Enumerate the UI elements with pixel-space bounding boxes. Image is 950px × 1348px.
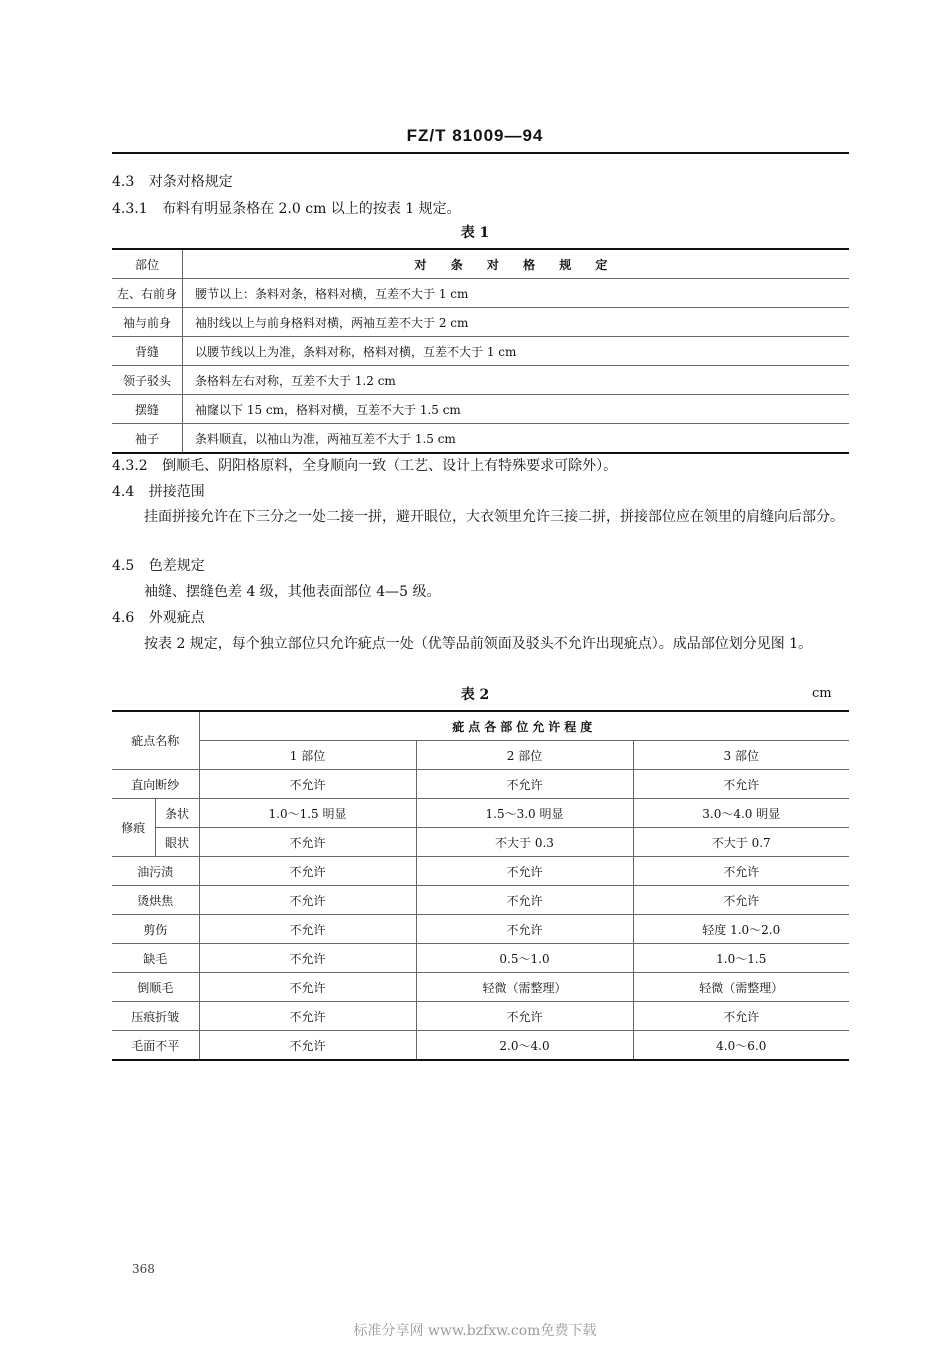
table-cell: 不允许 — [199, 944, 416, 973]
table-cell: 不允许 — [633, 857, 849, 886]
table-row — [112, 395, 849, 424]
section-number: 4.3.1 — [112, 201, 148, 217]
table-cell: 1.0～1.5 明显 — [199, 799, 416, 828]
table-row — [112, 886, 849, 915]
table-row — [112, 915, 849, 944]
table1-alignment-rules — [112, 248, 849, 454]
table-cell: 不允许 — [199, 770, 416, 799]
table-row — [112, 857, 849, 886]
table2-col-2: 2 部位 — [416, 741, 633, 770]
table-cell: 不允许 — [199, 973, 416, 1002]
table-cell: 轻微（需整理） — [633, 973, 849, 1002]
table-cell: 不允许 — [633, 770, 849, 799]
table-cell: 不允许 — [199, 828, 416, 857]
section-number: 4.6 — [112, 610, 135, 626]
table-cell: 不允许 — [199, 857, 416, 886]
table-row — [112, 424, 849, 454]
table-cell: 轻度 1.0～2.0 — [633, 915, 849, 944]
table-cell: 不允许 — [199, 915, 416, 944]
defect-subname: 条状 — [155, 799, 199, 828]
section-4-4-heading — [112, 482, 205, 502]
page-number: 368 — [132, 1262, 155, 1276]
table-cell: 2.0～4.0 — [416, 1031, 633, 1061]
table2-subheader-row — [112, 741, 849, 770]
table-row — [112, 944, 849, 973]
section-4-6-heading — [112, 608, 205, 628]
table1-part: 背缝 — [112, 337, 183, 366]
table1-part: 袖与前身 — [112, 308, 183, 337]
defect-name: 直向断纱 — [112, 770, 199, 799]
section-title: 对条对格规定 — [148, 174, 233, 190]
section-number: 4.3.2 — [112, 458, 148, 474]
section-4-6-body: 按表 2 规定，每个独立部位只允许疵点一处（优等品前领面及驳头不允许出现疵点）。成品部位划分见图 1。 — [144, 636, 813, 652]
header-rule — [112, 152, 849, 154]
table-cell: 不允许 — [633, 1002, 849, 1031]
table-row — [112, 770, 849, 799]
table-cell: 不允许 — [199, 886, 416, 915]
section-text: 布料有明显条格在 2.0 cm 以上的按表 1 规定。 — [162, 201, 461, 217]
table-cell: 不大于 0.3 — [416, 828, 633, 857]
table-cell: 不允许 — [416, 770, 633, 799]
table1-rule: 条格料左右对称，互差不大于 1.2 cm — [183, 366, 850, 395]
table1-part: 袖子 — [112, 424, 183, 454]
table-cell: 轻微（需整理） — [416, 973, 633, 1002]
table-cell: 4.0～6.0 — [633, 1031, 849, 1061]
section-4-5-body: 袖缝、摆缝色差 4 级，其他表面部位 4—5 级。 — [144, 584, 441, 600]
table1-header-row — [112, 249, 849, 279]
table1-rule: 条料顺直，以袖山为准，两袖互差不大于 1.5 cm — [183, 424, 850, 454]
table-cell: 不允许 — [199, 1002, 416, 1031]
defect-name: 油污渍 — [112, 857, 199, 886]
table-row — [112, 828, 849, 857]
table-cell: 0.5～1.0 — [416, 944, 633, 973]
defect-name: 剪伤 — [112, 915, 199, 944]
table1-header-part: 部位 — [112, 249, 183, 279]
table1-rule: 袖肘线以上与前身格料对横，两袖互差不大于 2 cm — [183, 308, 850, 337]
section-4-4-body: 挂面拼接允许在下三分之一处二接一拼，避开眼位，大衣领里允许三接二拼，拼接部位应在领里的肩缝向后部分。 — [144, 509, 844, 525]
table1-rule: 袖窿以下 15 cm，格料对横，互差不大于 1.5 cm — [183, 395, 850, 424]
table-row — [112, 337, 849, 366]
table-cell: 1.0～1.5 — [633, 944, 849, 973]
table-cell: 不允许 — [416, 1002, 633, 1031]
table2-col-3: 3 部位 — [633, 741, 849, 770]
table1-part: 摆缝 — [112, 395, 183, 424]
table1-header-rule: 对 条 对 格 规 定 — [183, 249, 850, 279]
defect-subname: 眼状 — [155, 828, 199, 857]
defect-name: 毛面不平 — [112, 1031, 199, 1061]
defect-name: 倒顺毛 — [112, 973, 199, 1002]
watermark-text: 标准分享网 www.bzfxw.com免费下载 — [353, 1323, 597, 1339]
table1-caption: 表 1 — [460, 225, 490, 241]
section-4-5-heading — [112, 556, 205, 576]
section-4-3-2 — [112, 456, 617, 476]
table2-caption: 表 2 — [460, 687, 490, 703]
table-cell: 不允许 — [416, 915, 633, 944]
section-number: 4.5 — [112, 558, 135, 574]
table2-header-row — [112, 711, 849, 741]
table-row — [112, 799, 849, 828]
table1-rule: 以腰节线以上为准，条料对称，格料对横，互差不大于 1 cm — [183, 337, 850, 366]
table1-part: 领子驳头 — [112, 366, 183, 395]
table-cell: 不允许 — [633, 886, 849, 915]
table-row — [112, 1031, 849, 1061]
section-number: 4.4 — [112, 484, 135, 500]
section-text: 倒顺毛、阴阳格原料，全身顺向一致（工艺、设计上有特殊要求可除外）。 — [162, 458, 618, 474]
section-title: 色差规定 — [148, 558, 205, 574]
table-cell: 3.0～4.0 明显 — [633, 799, 849, 828]
table2-header-name: 疵点名称 — [112, 711, 199, 770]
section-number: 4.3 — [112, 174, 135, 190]
table2-header-span: 疵点各部位允许程度 — [199, 711, 849, 741]
defect-name: 修痕 — [112, 799, 155, 857]
table2-unit: cm — [812, 686, 832, 701]
table-row — [112, 366, 849, 395]
table2-defect-tolerance — [112, 710, 849, 1061]
table-cell: 不允许 — [416, 886, 633, 915]
section-4-3-1 — [112, 199, 461, 219]
table-cell: 1.5～3.0 明显 — [416, 799, 633, 828]
table-row — [112, 1002, 849, 1031]
standard-header: FZ/T 81009—94 — [406, 126, 544, 145]
section-4-3-heading — [112, 172, 233, 192]
table1-part: 左、右前身 — [112, 279, 183, 308]
defect-name: 压痕折皱 — [112, 1002, 199, 1031]
section-title: 外观疵点 — [148, 610, 205, 626]
table-cell: 不大于 0.7 — [633, 828, 849, 857]
table-cell: 不允许 — [199, 1031, 416, 1061]
defect-name: 缺毛 — [112, 944, 199, 973]
table-row — [112, 279, 849, 308]
table-row — [112, 973, 849, 1002]
table-cell: 不允许 — [416, 857, 633, 886]
defect-name: 烫烘焦 — [112, 886, 199, 915]
table-row — [112, 308, 849, 337]
table2-col-1: 1 部位 — [199, 741, 416, 770]
section-title: 拼接范围 — [148, 484, 205, 500]
table1-rule: 腰节以上：条料对条，格料对横，互差不大于 1 cm — [183, 279, 850, 308]
